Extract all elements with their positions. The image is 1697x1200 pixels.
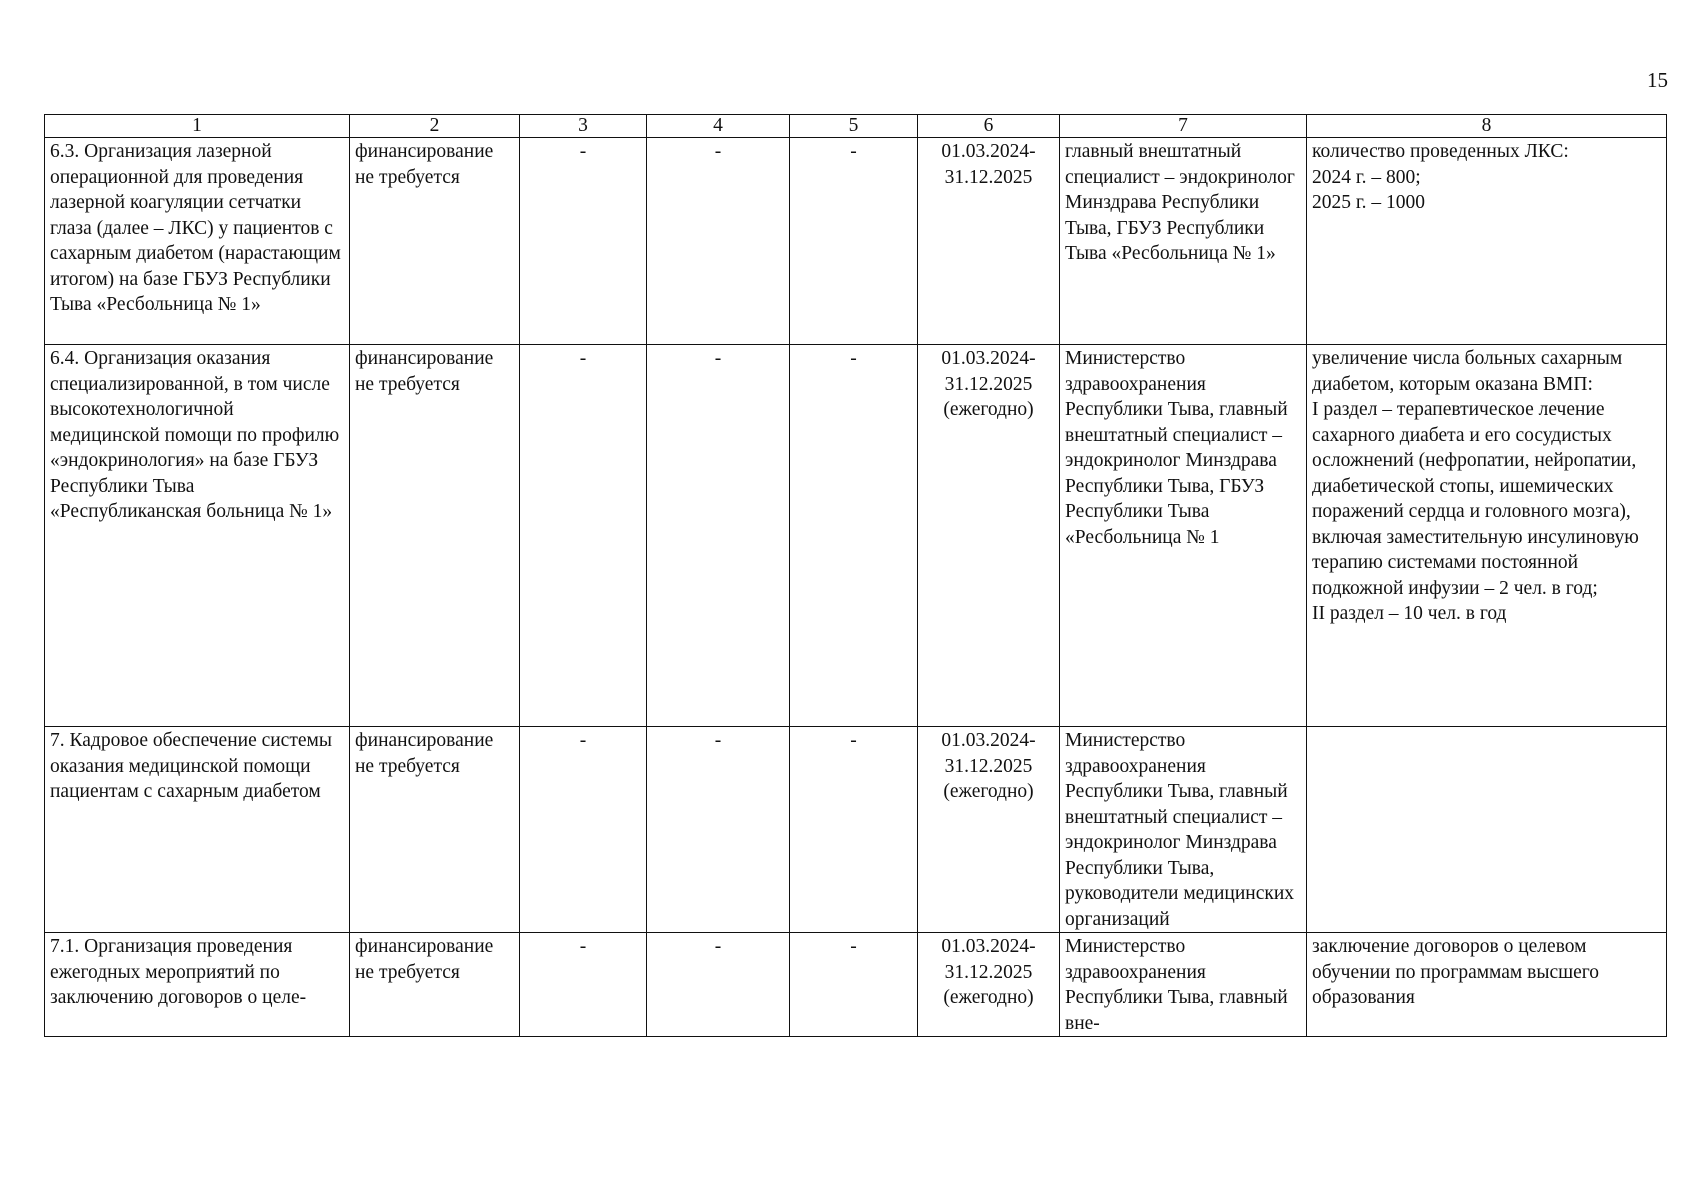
amount-cell-3: - — [520, 345, 647, 727]
header-cell-2: 2 — [350, 115, 520, 138]
result-cell — [1307, 727, 1667, 933]
funding-cell: финансирование не требуется — [350, 933, 520, 1037]
amount-cell-3: - — [520, 138, 647, 345]
table-row — [45, 727, 1667, 933]
result-cell: увеличение числа больных сахарным диабетом, которым оказана ВМП: I раздел – терапевтическое лечение сахарного диабета и его сосудистых осложнений (нефропатии, нейропатии, диабетической стопы, ишемических поражений сердца и головного мозга), включая заместительную инсулиновую терапию системами постоянной подкожной инфузии – 2 чел. в год; II раздел – 10 чел. в год — [1307, 345, 1667, 727]
header-cell-5: 5 — [790, 115, 918, 138]
amount-cell-5: - — [790, 933, 918, 1037]
activity-cell: 6.4. Организация оказания специализированной, в том числе высокотехнологичной медицинской помощи по профилю «эндокринология» на базе ГБУЗ Республики Тыва «Республиканская больница № 1» — [45, 345, 350, 727]
header-cell-6: 6 — [918, 115, 1060, 138]
amount-cell-4: - — [647, 138, 790, 345]
funding-cell: финансирование не требуется — [350, 138, 520, 345]
funding-cell: финансирование не требуется — [350, 345, 520, 727]
responsible-cell: Министерство здравоохранения Республики Тыва, главный внештатный специалист – эндокринолог Минздрава Республики Тыва, руководители медицинских организаций — [1060, 727, 1307, 933]
header-cell-3: 3 — [520, 115, 647, 138]
amount-cell-3: - — [520, 727, 647, 933]
amount-cell-5: - — [790, 138, 918, 345]
activities-table — [44, 114, 1667, 1037]
period-cell: 01.03.2024- 31.12.2025 — [918, 138, 1060, 345]
amount-cell-4: - — [647, 727, 790, 933]
amount-cell-5: - — [790, 727, 918, 933]
header-cell-4: 4 — [647, 115, 790, 138]
responsible-cell: Министерство здравоохранения Республики Тыва, главный внештатный специалист – эндокринолог Минздрава Республики Тыва, ГБУЗ Республики Тыва «Ресбольница № 1 — [1060, 345, 1307, 727]
header-cell-8: 8 — [1307, 115, 1667, 138]
table-row — [45, 933, 1667, 1037]
result-cell: количество проведенных ЛКС: 2024 г. – 800; 2025 г. – 1000 — [1307, 138, 1667, 345]
table-row — [45, 138, 1667, 345]
activity-cell: 7. Кадровое обеспечение системы оказания медицинской помощи пациентам с сахарным диабетом — [45, 727, 350, 933]
result-cell: заключение договоров о целевом обучении по программам высшего образования — [1307, 933, 1667, 1037]
period-cell: 01.03.2024- 31.12.2025 (ежегодно) — [918, 933, 1060, 1037]
header-cell-7: 7 — [1060, 115, 1307, 138]
responsible-cell: Министерство здравоохранения Республики Тыва, главный вне- — [1060, 933, 1307, 1037]
header-cell-1: 1 — [45, 115, 350, 138]
activity-cell: 7.1. Организация проведения ежегодных мероприятий по заключению договоров о целе- — [45, 933, 350, 1037]
period-cell: 01.03.2024- 31.12.2025 (ежегодно) — [918, 727, 1060, 933]
activity-cell: 6.3. Организация лазерной операционной для проведения лазерной коагуляции сетчатки глаза (далее – ЛКС) у пациентов с сахарным диабетом (нарастающим итогом) на базе ГБУЗ Республики Тыва «Ресбольница № 1» — [45, 138, 350, 345]
amount-cell-4: - — [647, 933, 790, 1037]
page-number: 15 — [1647, 68, 1668, 92]
table-row — [45, 345, 1667, 727]
amount-cell-4: - — [647, 345, 790, 727]
period-cell: 01.03.2024- 31.12.2025 (ежегодно) — [918, 345, 1060, 727]
amount-cell-5: - — [790, 345, 918, 727]
table-header-row — [45, 115, 1667, 138]
responsible-cell: главный внештатный специалист – эндокринолог Минздрава Республики Тыва, ГБУЗ Республики Тыва «Ресбольница № 1» — [1060, 138, 1307, 345]
amount-cell-3: - — [520, 933, 647, 1037]
funding-cell: финансирование не требуется — [350, 727, 520, 933]
